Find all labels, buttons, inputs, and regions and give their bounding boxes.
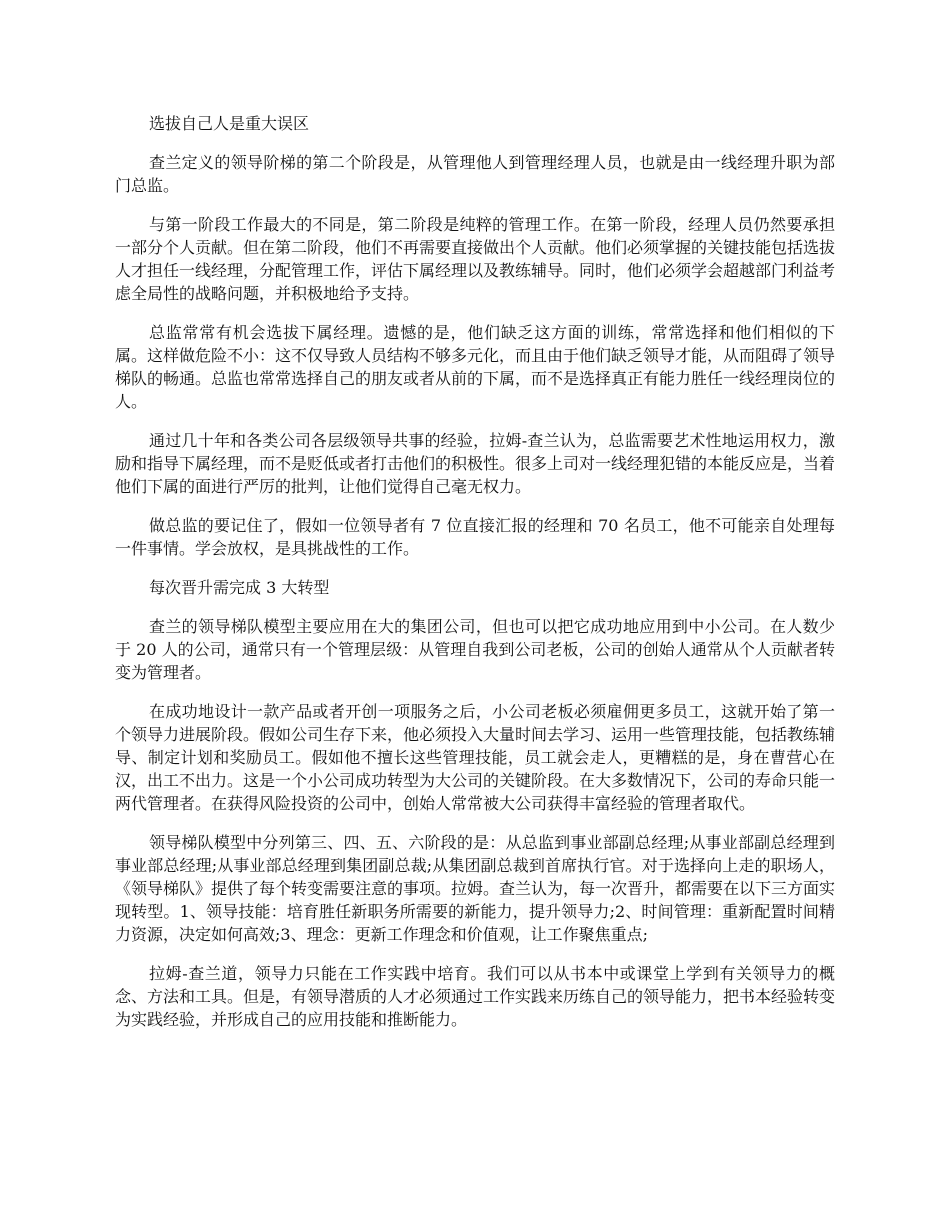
- paragraph-1: 查兰定义的领导阶梯的第二个阶段是，从管理他人到管理经理人员，也就是由一线经理升职为部门总监。: [115, 153, 835, 195]
- section-heading-2: 每次晋升需完成 3 大转型: [149, 578, 330, 597]
- paragraph-9: 拉姆-查兰道，领导力只能在工作实践中培育。我们可以从书本中或课堂上学到有关领导力的概念、方法和工具。但是，有领导潜质的人才必须通过工作实践来历练自己的领导能力，把书本经验转变为实践经验，并形成自己的应用技能和推断能力。: [115, 964, 836, 1029]
- paragraph-8: 领导梯队模型中分列第三、四、五、六阶段的是：从总监到事业部副总经理;从事业部副总经理到事业部总经理;从事业部总经理到集团副总裁;从集团副总裁到首席执行官。对于选择向上走的职场人，《领导梯队》提供了每个转变需要注意的事项。拉姆。查兰认为，每一次晋升，都需要在以下三方面实现转型。1、领导技能：培育胜任新职务所需要的新能力，提升领导力;2、时间管理：重新配置时间精力资源，决定如何高效;3、理念：更新工作理念和价值观，让工作聚焦重点;: [115, 833, 836, 944]
- paragraph-3: 总监常常有机会选拔下属经理。遗憾的是，他们缺乏这方面的训练，常常选择和他们相似的下属。这样做危险不小：这不仅导致人员结构不够多元化，而且由于他们缺乏领导才能，从而阻碍了领导梯队的畅通。总监也常常选择自己的朋友或者从前的下属，而不是选择真正有能力胜任一线经理岗位的人。: [115, 323, 836, 411]
- paragraph-7: 在成功地设计一款产品或者开创一项服务之后，小公司老板必须雇佣更多员工，这就开始了第一个领导力进展阶段。假如公司生存下来，他必须投入大量时间去学习、运用一些管理技能，包括教练辅导、制定计划和奖励员工。假如他不擅长这些管理技能，员工就会走人，更糟糕的是，身在曹营心在汉，出工不出力。这是一个小公司成功转型为大公司的关键阶段。在大多数情况下，公司的寿命只能一两代管理者。在获得风险投资的公司中，创始人常常被大公司获得丰富经验的管理者取代。: [115, 702, 836, 813]
- paragraph-5: 做总监的要记住了，假如一位领导者有 7 位直接汇报的经理和 70 名员工，他不可能亲自处理每一件事情。学会放权，是具挑战性的工作。: [115, 516, 835, 558]
- section-heading-1: 选拔自己人是重大误区: [149, 114, 310, 133]
- paragraph-4: 通过几十年和各类公司各层级领导共事的经验，拉姆-查兰认为，总监需要艺术性地运用权力，激励和指导下属经理，而不是贬低或者打击他们的积极性。很多上司对一线经理犯错的本能反应是，当着他们下属的面进行严厉的批判，让他们觉得自己毫无权力。: [115, 431, 836, 496]
- paragraph-2: 与第一阶段工作最大的不同是，第二阶段是纯粹的管理工作。在第一阶段，经理人员仍然要承担一部分个人贡献。但在第二阶段，他们不再需要直接做出个人贡献。他们必须掌握的关键技能包括选拔人才担任一线经理，分配管理工作，评估下属经理以及教练辅导。同时，他们必须学会超越部门利益考虑全局性的战略问题，并积极地给予支持。: [115, 215, 836, 303]
- paragraph-6: 查兰的领导梯队模型主要应用在大的集团公司，但也可以把它成功地应用到中小公司。在人数少于 20 人的公司，通常只有一个管理层级：从管理自我到公司老板，公司的创始人通常从个人贡献者转变为管理者。: [115, 617, 835, 682]
